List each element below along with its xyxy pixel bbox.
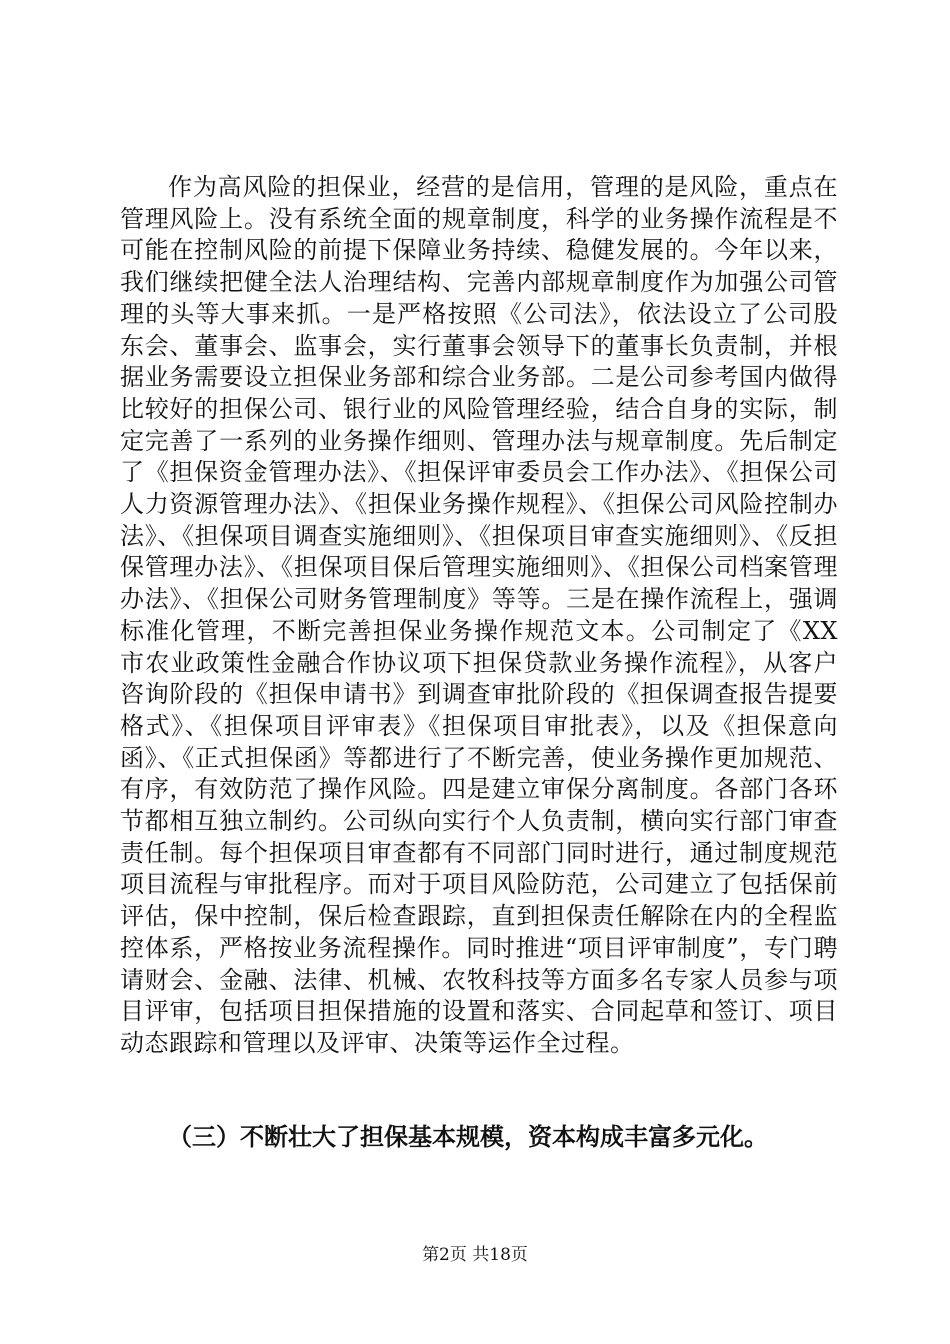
- page-number-footer: 第2页 共18页: [422, 1245, 528, 1265]
- body-paragraph: 作为高风险的担保业，经营的是信用，管理的是风险，重点在管理风险上。没有系统全面的规章制度，科学的业务操作流程是不可能在控制风险的前提下保障业务持续、稳健发展的。今年以来，我们继续把健全法人治理结构、完善内部规章制度作为加强公司管理的头等大事来抓。一是严格按照《公司法》，依法设立了公司股东会、董事会、监事会，实行董事会领导下的董事长负责制，并根据业务需要设立担保业务部和综合业务部。二是公司参考国内做得比较好的担保公司、银行业的风险管理经验，结合自身的实际，制定完善了一系列的业务操作细则、管理办法与规章制度。先后制定了《担保资金管理办法》、《担保评审委员会工作办法》、《担保公司人力资源管理办法》、《担保业务操作规程》、《担保公司风险控制办法》、《担保项目调查实施细则》、《担保项目审查实施细则》、《反担保管理办法》、《担保项目保后管理实施细则》、《担保公司档案管理办法》、《担保公司财务管理制度》等等。三是在操作流程上，强调标准化管理，不断完善担保业务操作规范文本。公司制定了《XX市农业政策性金融合作协议项下担保贷款业务操作流程》，从客户咨询阶段的《担保申请书》到调查审批阶段的《担保调查报告提要格式》、《担保项目评审表》《担保项目审批表》，以及《担保意向函》、《正式担保函》等都进行了不断完善，使业务操作更加规范、有序，有效防范了操作风险。四是建立审保分离制度。各部门各环节都相互独立制约。公司纵向实行个人负责制，横向实行部门审查责任制。每个担保项目审查都有不同部门同时进行，通过制度规范项目流程与审批程序。而对于项目风险防范，公司建立了包括保前评估，保中控制，保后检查跟踪，直到担保责任解除在内的全程监控体系，严格按业务流程操作。同时推进“项目评审制度”，专门聘请财会、金融、法律、机械、农牧科技等方面多名专家人员参与项目评审，包括项目担保措施的设置和落实、合同起草和签订、项目动态跟踪和管理以及评审、决策等运作全过程。: [120, 173, 838, 1057]
- section-subheading: （三）不断壮大了担保基本规模，资本构成丰富多元化。: [168, 1123, 768, 1151]
